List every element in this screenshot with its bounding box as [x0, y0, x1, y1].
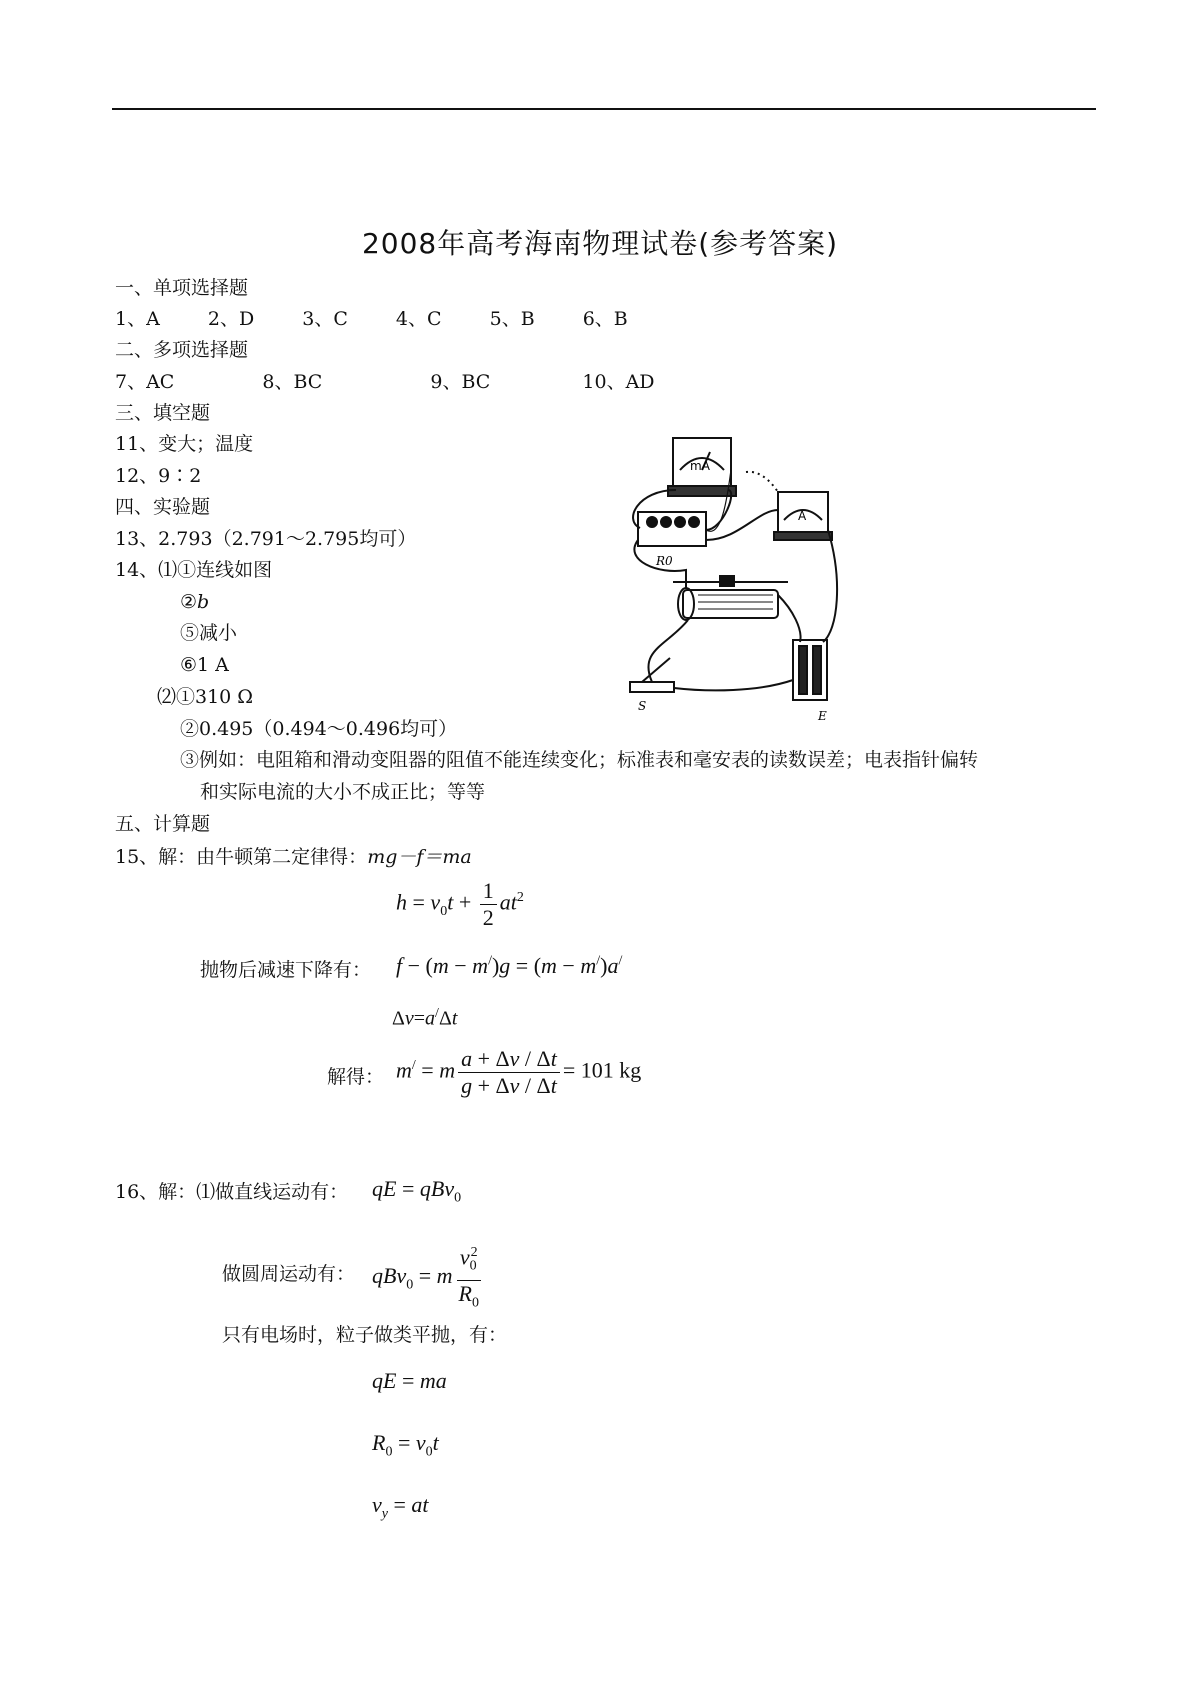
answer-14-5: ⑤减小	[180, 622, 238, 644]
answer-10: 10、AD	[582, 371, 655, 393]
section-heading-multi: 二、多项选择题	[115, 339, 249, 361]
section-heading-calc: 五、计算题	[115, 813, 211, 835]
answer-7: 7、AC	[115, 371, 175, 393]
q15-eq-throw: f − (m − m/)g = (m − m/)a/	[396, 953, 623, 978]
header-rule	[112, 108, 1096, 110]
answer-12: 12、9∶2	[115, 465, 202, 487]
q16-eq-circle: qBv$_0$ = m $\frac{v_0^2}{R_0}$	[372, 1240, 485, 1316]
answer-row-single	[115, 307, 628, 331]
q16-circle-label: 做圆周运动有：	[222, 1263, 356, 1285]
answer-14-part2-3a: ③例如：电阻箱和滑动变阻器的阻值不能连续变化；标准表和毫安表的读数误差；电表指针偏转	[180, 749, 979, 771]
label-e: E	[818, 709, 827, 723]
section-heading-experiment: 四、实验题	[115, 496, 211, 518]
answer-5: 5、B	[489, 308, 535, 330]
q15-throw-label: 抛物后减速下降有：	[200, 959, 372, 981]
switch	[630, 682, 674, 692]
answer-9: 9、BC	[430, 371, 491, 393]
q16-eq-vy: $v_y$ = at	[372, 1492, 429, 1522]
q15-eq1: mg－f＝ma	[367, 846, 472, 868]
answer-8: 8、BC	[262, 371, 323, 393]
q15-line1: 15、解：由牛顿第二定律得：mg－f＝ma	[115, 846, 472, 868]
answer-14-head: 14、⑴①连线如图	[115, 559, 273, 581]
rheostat	[683, 590, 778, 618]
q15-eq-h: $h = v_0t$ + $\frac{1}{2}$ $at^2$	[396, 878, 524, 930]
answer-2: 2、D	[207, 308, 255, 330]
page-title: 2008年高考海南物理试卷(参考答案)	[361, 227, 839, 260]
q16-eq-qe: qE = ma	[372, 1368, 447, 1393]
answer-14-6: ⑥1 A	[180, 654, 229, 676]
q16-eq-r0: $R_0 = v_0t$	[372, 1430, 439, 1460]
answer-14-part2-1: ⑵①310 Ω	[157, 686, 254, 708]
answer-14-2: ②b	[180, 591, 210, 613]
answer-14-part2-3b: 和实际电流的大小不成正比；等等	[200, 781, 486, 803]
answer-6: 6、B	[582, 308, 628, 330]
label-ma: mA	[690, 459, 710, 473]
answer-1: 1、A	[115, 308, 160, 330]
q15-solve-label: 解得：	[327, 1066, 385, 1088]
answer-14-part2-2: ②0.495（0.494～0.496均可）	[180, 718, 458, 740]
answer-4: 4、C	[395, 308, 442, 330]
label-a: A	[798, 509, 807, 523]
q16-eq-line: qE = qBv$_0$	[372, 1176, 462, 1206]
section-heading-single: 一、单项选择题	[115, 277, 249, 299]
answer-11: 11、变大；温度	[115, 433, 254, 455]
answer-3: 3、C	[302, 308, 348, 330]
q16-head: 16、解：⑴做直线运动有：	[115, 1181, 349, 1203]
q15-eq-dv: Δv=a/Δt	[392, 1006, 458, 1030]
label-r0: R0	[656, 554, 673, 568]
circuit-diagram	[628, 430, 848, 730]
section-heading-fill: 三、填空题	[115, 402, 211, 424]
answer-row-multi	[115, 370, 655, 394]
answer-13: 13、2.793（2.791～2.795均可）	[115, 528, 417, 550]
q16-only-label: 只有电场时，粒子做类平抛，有：	[222, 1324, 508, 1346]
label-s: S	[638, 699, 647, 713]
q15-eq-result: m/ = m $\frac{a + \Delta v / \Delta t}{g + \Delta v / \Delta t}$ = 101 kg	[396, 1046, 642, 1098]
